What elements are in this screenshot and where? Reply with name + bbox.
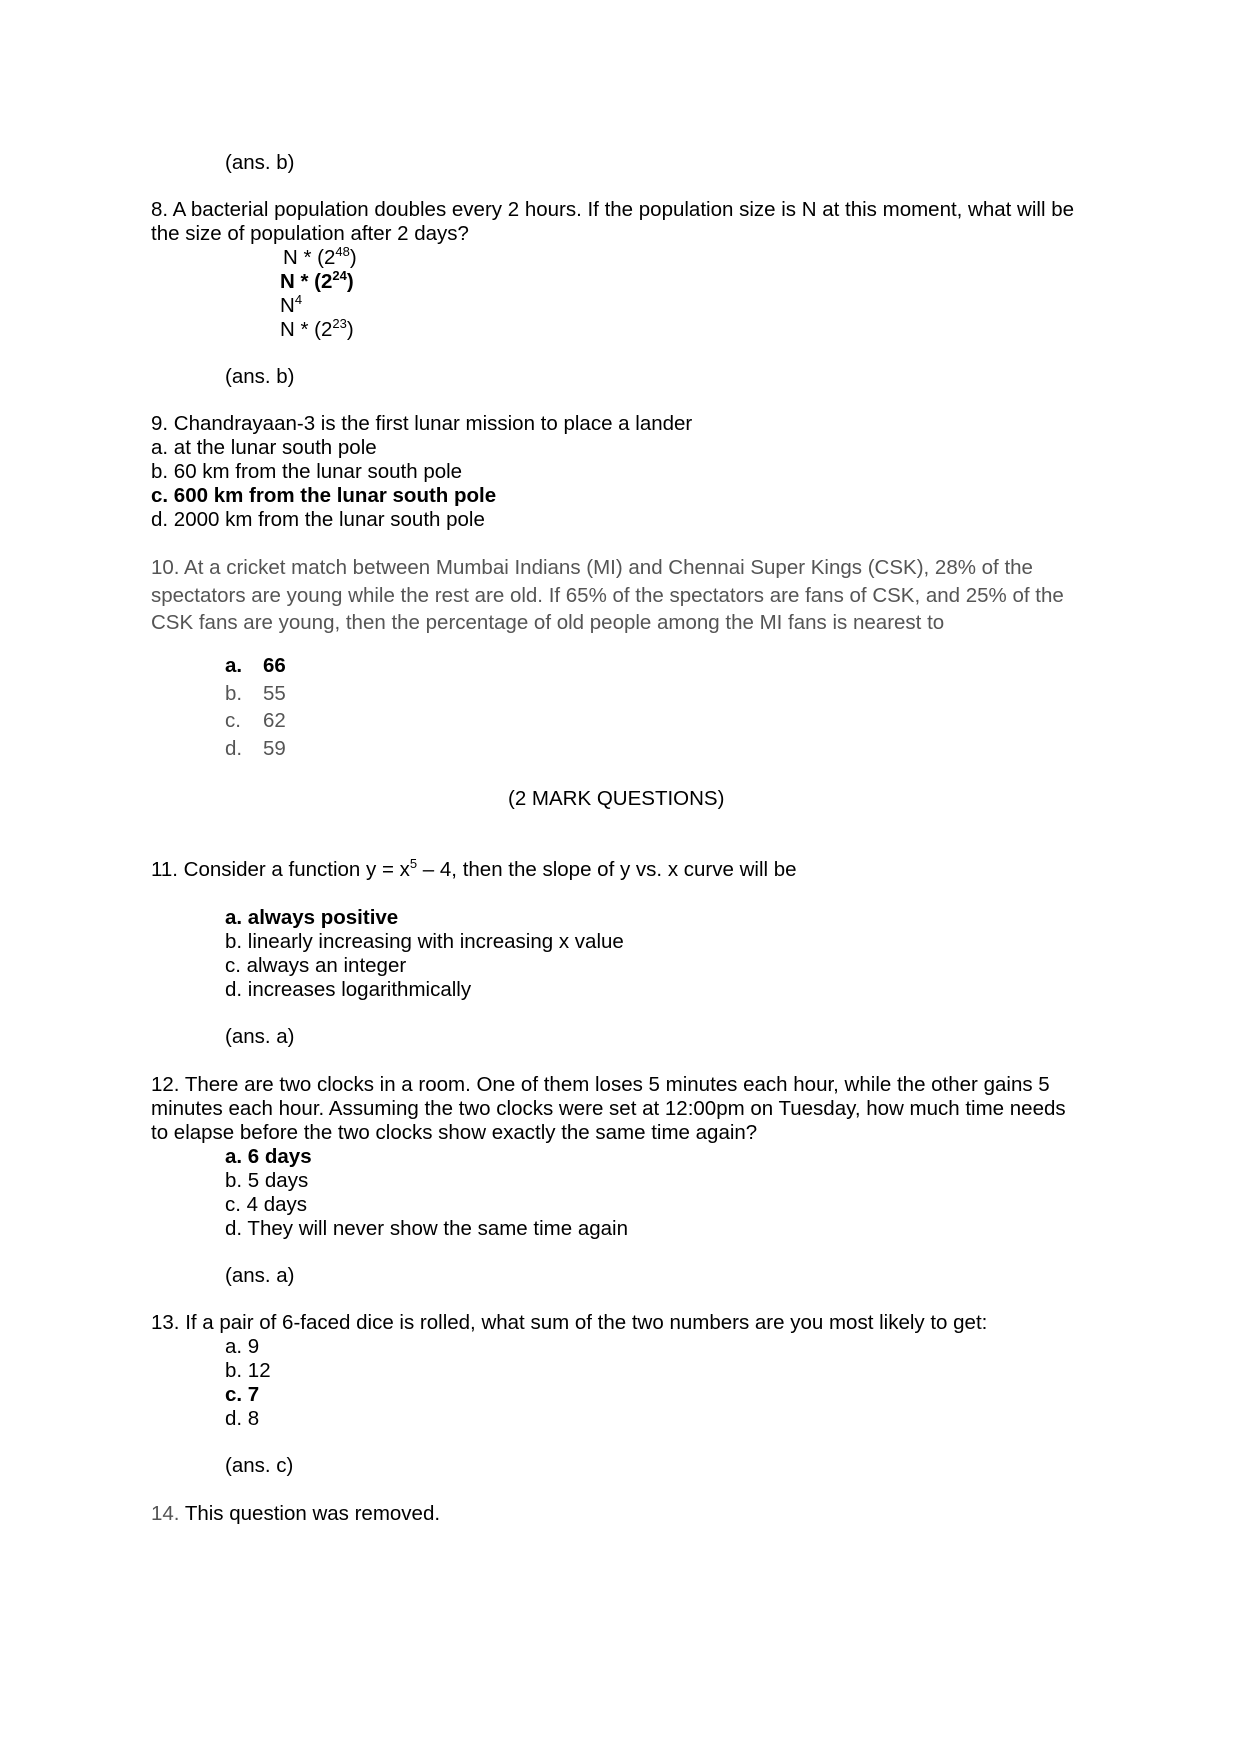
- q10-question-line-3: CSK fans are young, then the percentage of old people among the MI fans is nearest to: [151, 611, 945, 634]
- q13-question: 13. If a pair of 6-faced dice is rolled, what sum of the two numbers are you most likely to get:: [151, 1311, 988, 1334]
- q11-answer: (ans. a): [225, 1025, 295, 1048]
- q8-question-line-2: the size of population after 2 days?: [151, 222, 469, 245]
- q14-question: 14. This question was removed.: [151, 1502, 441, 1525]
- q8-option-a: N * $(2^{48})$: [283, 244, 357, 269]
- q11-option-a: a. always positive: [225, 906, 399, 929]
- q10-option-b: b. 55: [225, 682, 286, 705]
- q13-option-a: a. 9: [225, 1335, 260, 1358]
- q12-option-b: b. 5 days: [225, 1169, 309, 1192]
- q10-question-line-2: spectators are young while the rest are old. If 65% of the spectators are fans of CSK, and 25% of the: [151, 584, 1064, 607]
- q10-question-line-1: 10. At a cricket match between Mumbai Indians (MI) and Chennai Super Kings (CSK), 28% of the: [151, 556, 1033, 579]
- q11-option-b: b. linearly increasing with increasing x value: [225, 930, 624, 953]
- q11-question: 11. Consider a function $y = x^5 - 4$, then the slope of y vs. x curve will be: [151, 856, 797, 881]
- q12-question-line-2: minutes each hour. Assuming the two clocks were set at 12:00pm on Tuesday, how much time needs: [151, 1097, 1066, 1120]
- q12-answer: (ans. a): [225, 1264, 295, 1287]
- q12-option-d: d. They will never show the same time again: [225, 1217, 628, 1240]
- q7-answer: (ans. b): [225, 151, 295, 174]
- q9-question: 9. Chandrayaan-3 is the first lunar mission to place a lander: [151, 412, 693, 435]
- q11-option-d: d. increases logarithmically: [225, 978, 472, 1001]
- q12-option-a: a. 6 days: [225, 1145, 312, 1168]
- q8-option-d: N * $(2^{23})$: [280, 316, 354, 341]
- q11-option-c: c. always an integer: [225, 954, 407, 977]
- q8-answer: (ans. b): [225, 365, 295, 388]
- q10-option-a: a. 66: [225, 654, 286, 677]
- q10-option-c: c. 62: [225, 709, 286, 732]
- q8-option-c: $N^4$: [280, 292, 303, 317]
- q9-option-c: c. 600 km from the lunar south pole: [151, 484, 497, 507]
- q9-option-d: d. 2000 km from the lunar south pole: [151, 508, 485, 531]
- q9-option-b: b. 60 km from the lunar south pole: [151, 460, 463, 483]
- q10-option-d: d. 59: [225, 737, 286, 760]
- q12-option-c: c. 4 days: [225, 1193, 308, 1216]
- q13-answer: (ans. c): [225, 1454, 294, 1477]
- q8-option-b: N * $(2^{24})$: [280, 268, 354, 293]
- q9-option-a: a. at the lunar south pole: [151, 436, 377, 459]
- q12-question-line-1: 12. There are two clocks in a room. One of them loses 5 minutes each hour, while the other gains 5: [151, 1073, 1050, 1096]
- q8-question-line-1: 8. A bacterial population doubles every 2 hours. If the population size is N at this moment, what will be: [151, 198, 1075, 221]
- q13-option-c: c. 7: [225, 1383, 260, 1406]
- section-heading: (2 MARK QUESTIONS): [508, 787, 725, 810]
- q13-option-d: d. 8: [225, 1407, 260, 1430]
- q12-question-line-3: to elapse before the two clocks show exactly the same time again?: [151, 1121, 758, 1144]
- q13-option-b: b. 12: [225, 1359, 271, 1382]
